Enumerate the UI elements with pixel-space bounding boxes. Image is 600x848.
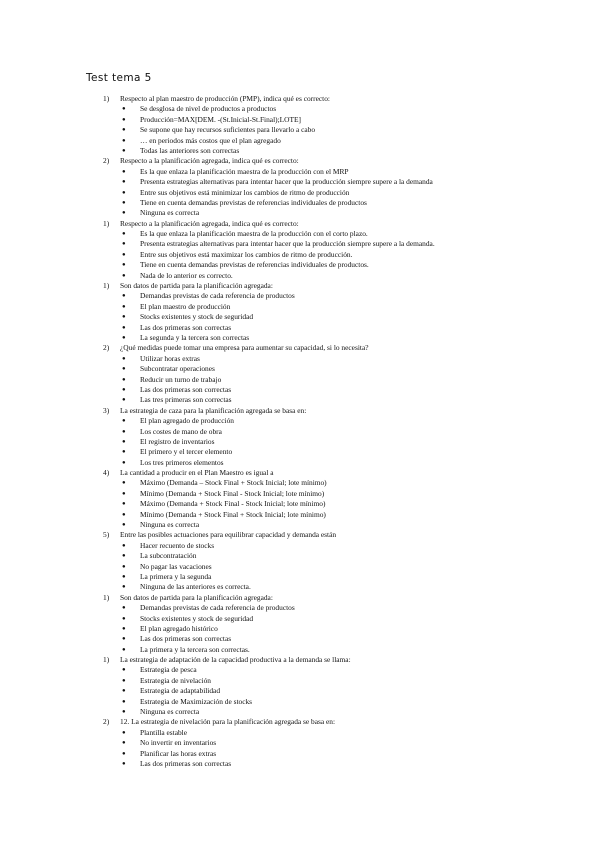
answer-option-text: Stocks existentes y stock de seguridad [140, 613, 254, 623]
answer-option-text: Stocks existentes y stock de seguridad [140, 312, 254, 322]
answer-option [0, 614, 600, 624]
answer-option [0, 395, 600, 405]
answer-option-text: La primera y la segunda [140, 571, 212, 581]
answer-option [0, 520, 600, 530]
bullet-icon: ● [122, 459, 126, 466]
bullet-icon: ● [122, 605, 126, 612]
answer-option-text: El plan maestro de producción [140, 301, 231, 311]
bullet-icon: ● [122, 168, 126, 175]
answer-option-text: Estrategia de adaptabilidad [140, 686, 221, 696]
answer-option-text: Estrategia de pesca [140, 665, 197, 675]
answer-option [0, 229, 600, 239]
bullet-icon: ● [122, 418, 126, 425]
bullet-icon: ● [122, 740, 126, 747]
answer-option [0, 250, 600, 260]
answer-option-text: … en periodos más costos que el plan agregado [140, 135, 281, 145]
question-text: Respecto al plan maestro de producción (PMP), indica qué es correcto: [120, 94, 330, 103]
answer-option [0, 302, 600, 312]
bullet-icon: ● [122, 636, 126, 643]
answer-option-text: Las tres primeras son correctas [140, 395, 232, 405]
answer-option [0, 437, 600, 447]
bullet-icon: ● [122, 625, 126, 632]
answer-option [0, 697, 600, 707]
answer-option-text: Todas las anteriores son correctas [140, 145, 240, 155]
answer-option [0, 489, 600, 499]
bullet-icon: ● [122, 366, 126, 373]
answer-option [0, 510, 600, 520]
bullet-icon: ● [122, 303, 126, 310]
answer-option [0, 562, 600, 572]
answer-option-text: Las dos primeras son correctas [140, 759, 232, 768]
bullet-icon: ● [122, 698, 126, 705]
answer-option [0, 676, 600, 686]
bullet-icon: ● [122, 573, 126, 580]
answer-option [0, 333, 600, 343]
answer-option [0, 136, 600, 146]
bullet-icon: ● [122, 397, 126, 404]
question-number: 1) [103, 94, 110, 103]
answer-option [0, 551, 600, 561]
answer-option-text: Hacer recuento de stocks [140, 540, 215, 550]
bullet-icon: ● [122, 761, 126, 767]
answer-option-text: Estrategia de Maximización de stocks [140, 696, 253, 706]
bullet-icon: ● [122, 542, 126, 549]
answer-option [0, 582, 600, 592]
answer-option [0, 354, 600, 364]
answer-option-text: Presenta estrategias alternativas para intentar hacer que la producción siempre supere a la demanda [140, 177, 433, 187]
answer-option [0, 125, 600, 135]
bullet-icon: ● [122, 449, 126, 456]
answer-option-text: Producción=MAX[DEM. -(St.Inicial-St.Final);LOTE] [140, 114, 301, 124]
answer-option-text: Plantilla estable [140, 727, 187, 737]
answer-option [0, 208, 600, 218]
bullet-icon: ● [122, 667, 126, 674]
answer-option-text: Mínimo (Demanda + Stock Final + Stock Inicial; lote mínimo) [140, 509, 326, 519]
bullet-icon: ● [122, 355, 126, 362]
answer-option-text: Entre sus objetivos está minimizar los cambios de ritmo de producción [140, 187, 350, 197]
answer-option-text: Subcontratar operaciones [140, 364, 215, 374]
answer-option-text: Es la que enlaza la planificación maestra de la producción con el MRP [140, 166, 349, 176]
answer-option [0, 634, 600, 644]
answer-option-text: Ninguna es correcta [140, 208, 200, 218]
bullet-icon: ● [122, 428, 126, 435]
answer-option [0, 624, 600, 634]
question-text: La cantidad a producir en el Plan Maestro es igual a [120, 468, 274, 478]
question-number: 2) [103, 343, 110, 353]
bullet-icon: ● [122, 646, 126, 653]
question-text: Respecto a la planificación agregada, indica qué es correcto: [120, 156, 299, 166]
answer-option [0, 728, 600, 738]
question [0, 94, 600, 104]
answer-option [0, 603, 600, 613]
answer-option [0, 364, 600, 374]
bullet-icon: ● [122, 729, 126, 736]
bullet-icon: ● [122, 386, 126, 393]
answer-option [0, 312, 600, 322]
bullet-icon: ● [122, 750, 126, 757]
answer-option [0, 271, 600, 281]
answer-option-text: Reducir un turno de trabajo [140, 374, 222, 384]
bullet-icon: ● [122, 677, 126, 684]
answer-option-text: Ninguna es correcta [140, 707, 200, 717]
answer-option-text: Entre sus objetivos está maximizar los cambios de ritmo de producción. [140, 249, 353, 259]
bullet-icon: ● [122, 376, 126, 383]
answer-option [0, 749, 600, 759]
question [0, 468, 600, 478]
answer-option-text: Los costes de mano de obra [140, 426, 222, 436]
answer-option [0, 478, 600, 488]
answer-option [0, 375, 600, 385]
bullet-icon: ● [122, 511, 126, 518]
question [0, 593, 600, 603]
bullet-icon: ● [122, 199, 126, 206]
answer-option [0, 707, 600, 717]
bullet-icon: ● [122, 293, 126, 300]
answer-option-text: El primero y el tercer elemento [140, 447, 233, 457]
question-list [0, 94, 600, 769]
answer-option-text: Mínimo (Demanda + Stock Final - Stock Inicial; lote mínimo) [140, 488, 325, 498]
answer-option [0, 104, 600, 114]
answer-option-text: Estrategia de nivelación [140, 675, 212, 685]
answer-option-text: Presenta estrategias alternativas para intentar hacer que la producción siempre supere a la demanda. [140, 239, 435, 249]
question [0, 281, 600, 291]
question-number: 2) [103, 156, 110, 166]
answer-option-text: Máximo (Demanda – Stock Final + Stock Inicial; lote mínimo) [140, 478, 327, 488]
bullet-icon: ● [122, 189, 126, 196]
answer-option-text: El registro de inventarios [140, 436, 215, 446]
question-number: 5) [103, 530, 110, 540]
bullet-icon: ● [122, 116, 126, 123]
answer-option [0, 738, 600, 748]
answer-option [0, 177, 600, 187]
question-text: Son datos de partida para la planificación agregada: [120, 592, 273, 602]
answer-option [0, 188, 600, 198]
answer-option [0, 260, 600, 270]
bullet-icon: ● [122, 241, 126, 248]
bullet-icon: ● [122, 251, 126, 258]
question-number: 1) [103, 655, 110, 665]
answer-option [0, 427, 600, 437]
answer-option [0, 572, 600, 582]
bullet-icon: ● [122, 262, 126, 269]
answer-option-text: Las dos primeras son correctas [140, 384, 232, 394]
question [0, 406, 600, 416]
bullet-icon: ● [122, 501, 126, 508]
answer-option-text: Máximo (Demanda + Stock Final - Stock Inicial; lote mínimo) [140, 499, 326, 509]
question-number: 4) [103, 468, 110, 478]
answer-option [0, 146, 600, 156]
question-text: La estrategia de caza para la planificación agregada se basa en: [120, 405, 307, 415]
question [0, 530, 600, 540]
answer-option-text: Planificar las horas extras [140, 748, 217, 758]
answer-option [0, 665, 600, 675]
answer-option-text: Las dos primeras son correctas [140, 634, 232, 644]
answer-option-text: Utilizar horas extras [140, 353, 200, 363]
answer-option [0, 291, 600, 301]
bullet-icon: ● [122, 688, 126, 695]
answer-option [0, 239, 600, 249]
answer-option-text: La segunda y la tercera son correctas [140, 332, 250, 342]
bullet-icon: ● [122, 314, 126, 321]
bullet-icon: ● [122, 563, 126, 570]
question-text: Entre las posibles actuaciones para equilibrar capacidad y demanda están [120, 530, 337, 540]
question [0, 655, 600, 665]
answer-option-text: Ninguna de las anteriores es correcta. [140, 582, 251, 592]
answer-option-text: Se supone que hay recursos suficientes para llevarlo a cabo [140, 125, 316, 135]
answer-option-text: La primera y la tercera son correctas. [140, 644, 250, 654]
answer-option [0, 385, 600, 395]
answer-option [0, 458, 600, 468]
answer-option [0, 645, 600, 655]
answer-option-text: No invertir en inventarios [140, 738, 217, 748]
bullet-icon: ● [122, 480, 126, 487]
answer-option [0, 323, 600, 333]
question [0, 219, 600, 229]
question-number: 1) [103, 218, 110, 228]
bullet-icon: ● [122, 522, 126, 529]
answer-option [0, 759, 600, 769]
answer-option [0, 167, 600, 177]
bullet-icon: ● [122, 490, 126, 497]
question-text: 12. La estrategia de nivelación para la planificación agregada se basa en: [120, 717, 336, 727]
bullet-icon: ● [122, 324, 126, 331]
bullet-icon: ● [122, 147, 126, 154]
bullet-icon: ● [122, 615, 126, 622]
bullet-icon: ● [122, 334, 126, 341]
answer-option [0, 416, 600, 426]
question-number: 1) [103, 281, 110, 291]
answer-option [0, 447, 600, 457]
question-text: Son datos de partida para la planificación agregada: [120, 281, 273, 291]
answer-option-text: Las dos primeras son correctas [140, 322, 232, 332]
bullet-icon: ● [122, 438, 126, 445]
bullet-icon: ● [122, 137, 126, 144]
bullet-icon: ● [122, 272, 126, 279]
question-text: La estrategia de adaptación de la capacidad productiva a la demanda se llama: [120, 655, 351, 665]
answer-option-text: Demandas previstas de cada referencia de productos [140, 603, 295, 613]
answer-option-text: Tiene en cuenta demandas previstas de referencias individuales de productos. [140, 260, 369, 270]
answer-option-text: El plan agregado histórico [140, 623, 218, 633]
answer-option-text: La subcontratación [140, 551, 197, 561]
question-number: 1) [103, 592, 110, 602]
bullet-icon: ● [122, 106, 126, 113]
bullet-icon: ● [122, 584, 126, 591]
answer-option [0, 198, 600, 208]
bullet-icon: ● [122, 179, 126, 186]
answer-option [0, 541, 600, 551]
question-text: ¿Qué medidas puede tomar una empresa para aumentar su capacidad, si lo necesita? [120, 343, 369, 353]
answer-option-text: El plan agregado de producción [140, 416, 234, 426]
answer-option [0, 115, 600, 125]
question-text: Respecto a la planificación agregada, indica qué es correcto: [120, 218, 299, 228]
answer-option-text: No pagar las vacaciones [140, 561, 212, 571]
answer-option [0, 686, 600, 696]
question [0, 343, 600, 353]
answer-option-text: Nada de lo anterior es correcto. [140, 270, 233, 280]
question-number: 2) [103, 717, 110, 727]
question [0, 717, 600, 727]
question-number: 3) [103, 405, 110, 415]
bullet-icon: ● [122, 709, 126, 716]
page-title: Test tema 5 [86, 72, 152, 84]
answer-option-text: Demandas previstas de cada referencia de productos [140, 291, 295, 301]
bullet-icon: ● [122, 231, 126, 238]
answer-option [0, 499, 600, 509]
answer-option-text: Es la que enlaza la planificación maestra de la producción con el corto plazo. [140, 229, 368, 239]
bullet-icon: ● [122, 210, 126, 217]
bullet-icon: ● [122, 127, 126, 134]
answer-option-text: Se desglosa de nivel de productos a productos [140, 104, 277, 114]
answer-option-text: Ninguna es correcta [140, 520, 200, 530]
answer-option-text: Los tres primeros elementos [140, 457, 224, 467]
bullet-icon: ● [122, 553, 126, 560]
question [0, 156, 600, 166]
answer-option-text: Tiene en cuenta demandas previstas de referencias individuales de productos [140, 197, 367, 207]
